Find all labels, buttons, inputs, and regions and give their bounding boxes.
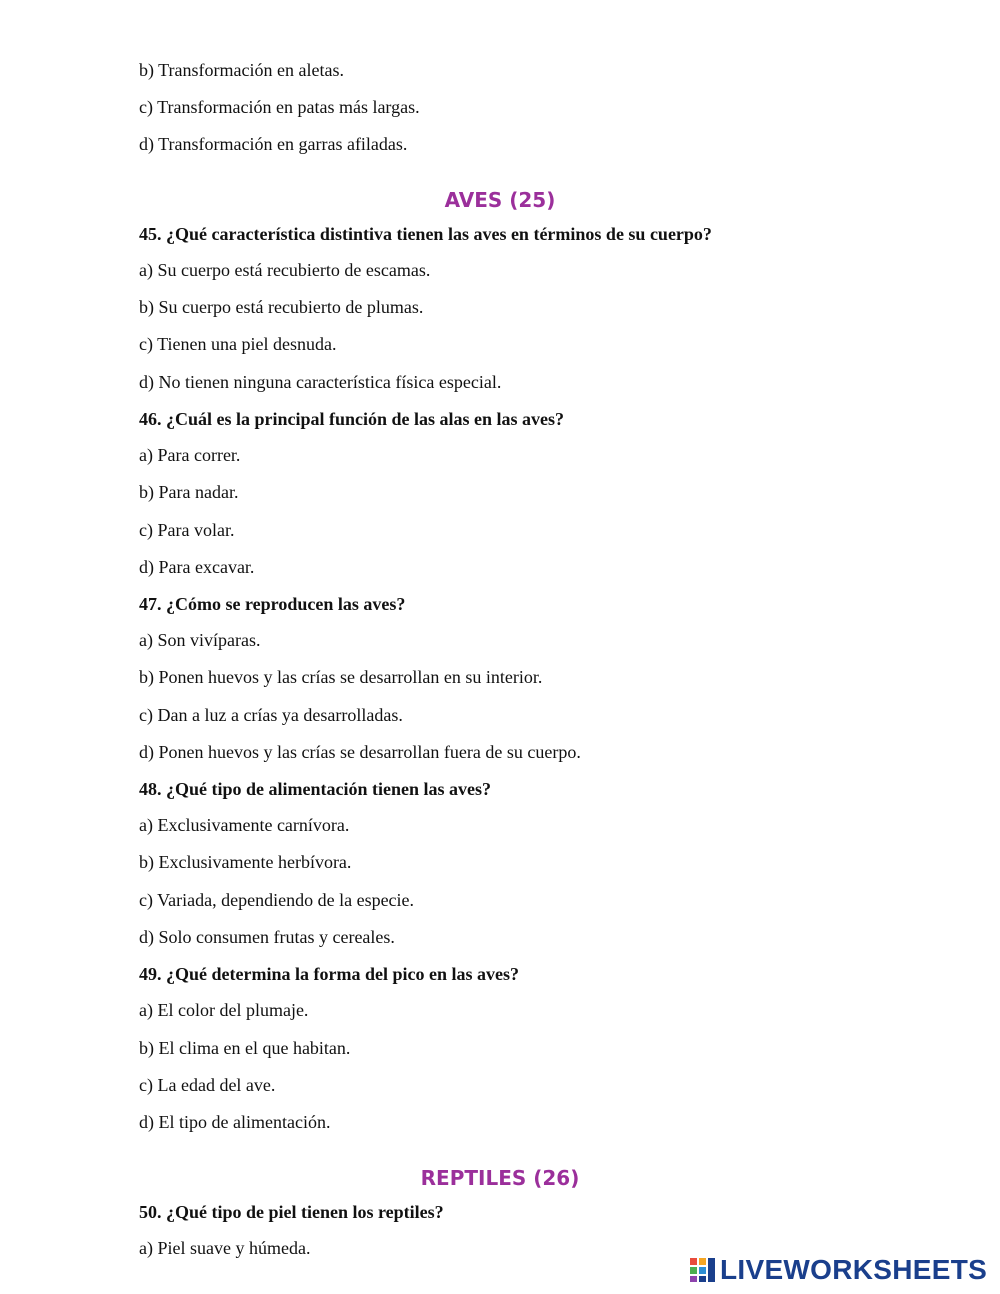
option-line: d) No tienen ninguna característica física especial. [139,372,502,392]
question-45: 45. ¿Qué característica distintiva tienen las aves en términos de su cuerpo? [139,224,712,244]
liveworksheets-wordmark: LIVEWORKSHEETS [720,1254,988,1285]
option-line: c) Variada, dependiendo de la especie. [139,890,415,910]
option-line: b) Exclusivamente herbívora. [139,852,352,872]
option-line: b) Transformación en aletas. [139,60,344,80]
question-49: 49. ¿Qué determina la forma del pico en las aves? [139,964,519,984]
option-line: b) Su cuerpo está recubierto de plumas. [139,297,424,317]
option-line: b) Ponen huevos y las crías se desarrollan en su interior. [139,667,543,687]
question-47: 47. ¿Cómo se reproducen las aves? [139,594,406,614]
option-line: a) Su cuerpo está recubierto de escamas. [139,260,431,280]
option-line: a) El color del plumaje. [139,1000,309,1020]
option-line: a) Piel suave y húmeda. [139,1238,311,1258]
option-line: d) Solo consumen frutas y cereales. [139,927,395,947]
option-line: c) Dan a luz a crías ya desarrolladas. [139,705,403,725]
option-line: c) Tienen una piel desnuda. [139,334,337,354]
liveworksheets-logo-icon [690,1258,716,1282]
option-line: b) El clima en el que habitan. [139,1038,351,1058]
option-line: c) Para volar. [139,520,235,540]
option-line: b) Para nadar. [139,482,239,502]
option-line: d) Transformación en garras afiladas. [139,134,408,154]
question-50: 50. ¿Qué tipo de piel tienen los reptiles? [139,1202,444,1222]
section-heading-reptiles: REPTILES (26) [420,1166,580,1190]
question-46: 46. ¿Cuál es la principal función de las alas en las aves? [139,409,565,429]
section-heading-aves: AVES (25) [444,188,556,212]
liveworksheets-watermark [690,1255,987,1285]
question-48: 48. ¿Qué tipo de alimentación tienen las aves? [139,779,491,799]
option-line: d) Ponen huevos y las crías se desarrollan fuera de su cuerpo. [139,742,581,762]
option-line: a) Exclusivamente carnívora. [139,815,350,835]
option-line: a) Son vivíparas. [139,630,261,650]
option-line: c) La edad del ave. [139,1075,276,1095]
option-line: d) Para excavar. [139,557,255,577]
option-line: c) Transformación en patas más largas. [139,97,420,117]
option-line: d) El tipo de alimentación. [139,1112,331,1132]
option-line: a) Para correr. [139,445,241,465]
